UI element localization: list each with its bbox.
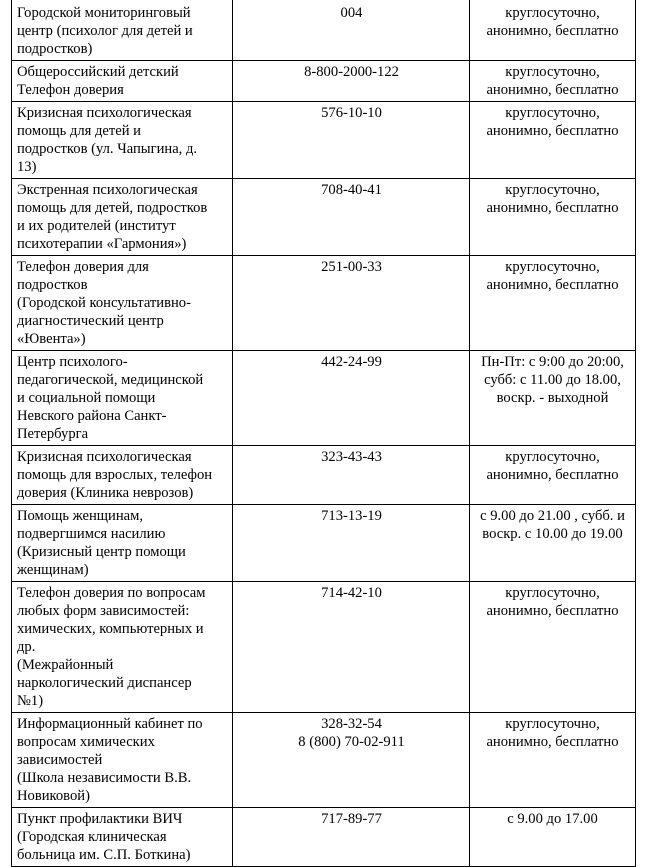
service-name-line: педагогической, медицинской [17, 372, 204, 388]
service-name-line: Экстренная психологическая [17, 182, 198, 198]
hours-line: анонимно, бесплатно [486, 82, 619, 98]
phone-line: 004 [340, 5, 363, 21]
hours-cell [470, 446, 636, 505]
table-row [12, 0, 636, 61]
hours-cell [470, 582, 636, 713]
hours-line: анонимно, бесплатно [486, 603, 619, 619]
hours-line: с 9.00 до 17.00 [507, 811, 598, 827]
hours-cell [470, 256, 636, 351]
hours-line: воскр. - выходной [496, 390, 609, 406]
service-name-line: помощь для детей и [17, 123, 141, 139]
phone-cell [233, 505, 470, 582]
hours-cell [470, 713, 636, 808]
service-name-line: зависимостей [17, 752, 103, 768]
service-name-line: диагностический центр [17, 313, 164, 329]
phone-cell [233, 446, 470, 505]
table-row [12, 505, 636, 582]
table-row [12, 256, 636, 351]
service-name-line: Телефон доверия по вопросам [17, 585, 206, 601]
phone-cell [233, 102, 470, 179]
hours-cell [470, 0, 636, 61]
hours-line: Пн-Пт: с 9:00 до 20:00, [481, 354, 624, 370]
phone-line: 8 (800) 70-02-911 [298, 734, 405, 750]
service-name-line: (Кризисный центр помощи [17, 544, 186, 560]
hours-line: круглосуточно, [505, 64, 600, 80]
service-name-line: подростков [17, 277, 88, 293]
hours-cell [470, 505, 636, 582]
service-name-line: Городской мониторинговый [17, 5, 191, 21]
table-row [12, 179, 636, 256]
hours-cell [470, 808, 636, 867]
service-name-cell [12, 61, 233, 102]
service-name-line: Кризисная психологическая [17, 449, 192, 465]
helpline-table [11, 0, 636, 867]
hours-line: анонимно, бесплатно [486, 277, 619, 293]
table-row [12, 61, 636, 102]
hours-line: круглосуточно, [505, 182, 600, 198]
service-name-line: наркологический диспансер [17, 675, 192, 691]
service-name-line: помощь для детей, подростков [17, 200, 208, 216]
service-name-line: доверия (Клиника неврозов) [17, 485, 194, 501]
service-name-cell [12, 102, 233, 179]
hours-line: круглосуточно, [505, 716, 600, 732]
service-name-line: (Городская клиническая [17, 829, 167, 845]
helpline-table-body [12, 0, 636, 867]
service-name-cell [12, 808, 233, 867]
service-name-line: подвергшимся насилию [17, 526, 166, 542]
phone-cell [233, 179, 470, 256]
service-name-line: (Межрайонный [17, 657, 114, 673]
hours-line: анонимно, бесплатно [486, 23, 619, 39]
service-name-line: центр (психолог для детей и [17, 23, 193, 39]
service-name-cell [12, 256, 233, 351]
hours-cell [470, 351, 636, 446]
service-name-line: «Ювента») [17, 331, 86, 347]
phone-line: 714-42-10 [321, 585, 382, 601]
phone-cell [233, 713, 470, 808]
phone-cell [233, 351, 470, 446]
service-name-line: (Городской консультативно- [17, 295, 191, 311]
service-name-line: и социальной помощи [17, 390, 156, 406]
hours-line: анонимно, бесплатно [486, 200, 619, 216]
phone-cell [233, 256, 470, 351]
service-name-line: и их родителей (институт [17, 218, 176, 234]
service-name-line: Центр психолого- [17, 354, 128, 370]
service-name-cell [12, 351, 233, 446]
service-name-line: вопросам химических [17, 734, 155, 750]
hours-cell [470, 61, 636, 102]
service-name-line: Помощь женщинам, [17, 508, 144, 524]
phone-line: 251-00-33 [321, 259, 382, 275]
phone-line: 328-32-54 [321, 716, 382, 732]
phone-line: 576-10-10 [321, 105, 382, 121]
service-name-line: Кризисная психологическая [17, 105, 192, 121]
phone-cell [233, 808, 470, 867]
hours-line: круглосуточно, [505, 585, 600, 601]
service-name-line: Невского района Санкт- [17, 408, 167, 424]
phone-line: 442-24-99 [321, 354, 382, 370]
service-name-line: Телефон доверия [17, 82, 124, 98]
hours-line: круглосуточно, [505, 259, 600, 275]
hours-line: круглосуточно, [505, 449, 600, 465]
service-name-line: женщинам) [17, 562, 89, 578]
service-name-line: больница им. С.П. Боткина) [17, 847, 191, 863]
phone-line: 708-40-41 [321, 182, 382, 198]
service-name-line: помощь для взрослых, телефон [17, 467, 213, 483]
phone-line: 717-89-77 [321, 811, 382, 827]
service-name-cell [12, 0, 233, 61]
service-name-line: др. [17, 639, 36, 655]
phone-cell [233, 0, 470, 61]
table-row [12, 808, 636, 867]
service-name-line: Пункт профилактики ВИЧ [17, 811, 183, 827]
service-name-line: химических, компьютерных и [17, 621, 204, 637]
hours-cell [470, 179, 636, 256]
service-name-cell [12, 582, 233, 713]
hours-line: круглосуточно, [505, 5, 600, 21]
service-name-line: Информационный кабинет по [17, 716, 203, 732]
hours-line: воскр. с 10.00 до 19.00 [482, 526, 623, 542]
service-name-line: подростков) [17, 41, 93, 57]
hours-line: анонимно, бесплатно [486, 123, 619, 139]
hours-line: субб: с 11.00 до 18.00, [484, 372, 621, 388]
phone-cell [233, 582, 470, 713]
hours-line: анонимно, бесплатно [486, 734, 619, 750]
service-name-line: любых форм зависимостей: [17, 603, 190, 619]
service-name-line: Телефон доверия для [17, 259, 149, 275]
table-row [12, 446, 636, 505]
table-row [12, 351, 636, 446]
service-name-line: 13) [17, 159, 37, 175]
service-name-cell [12, 505, 233, 582]
phone-line: 323-43-43 [321, 449, 382, 465]
phone-cell [233, 61, 470, 102]
service-name-line: (Школа независимости В.В. [17, 770, 192, 786]
table-row [12, 582, 636, 713]
service-name-cell [12, 713, 233, 808]
service-name-line: Петербурга [17, 426, 89, 442]
service-name-line: психотерапии «Гармония») [17, 236, 187, 252]
service-name-cell [12, 179, 233, 256]
hours-line: с 9.00 до 21.00 , субб. и [480, 508, 625, 524]
service-name-line: №1) [17, 693, 44, 709]
phone-line: 8-800-2000-122 [304, 64, 399, 80]
hours-line: анонимно, бесплатно [486, 467, 619, 483]
phone-line: 713-13-19 [321, 508, 382, 524]
service-name-line: подростков (ул. Чапыгина, д. [17, 141, 198, 157]
hours-line: круглосуточно, [505, 105, 600, 121]
service-name-cell [12, 446, 233, 505]
hours-cell [470, 102, 636, 179]
service-name-line: Новиковой) [17, 788, 90, 804]
table-row [12, 713, 636, 808]
table-row [12, 102, 636, 179]
service-name-line: Общероссийский детский [17, 64, 179, 80]
